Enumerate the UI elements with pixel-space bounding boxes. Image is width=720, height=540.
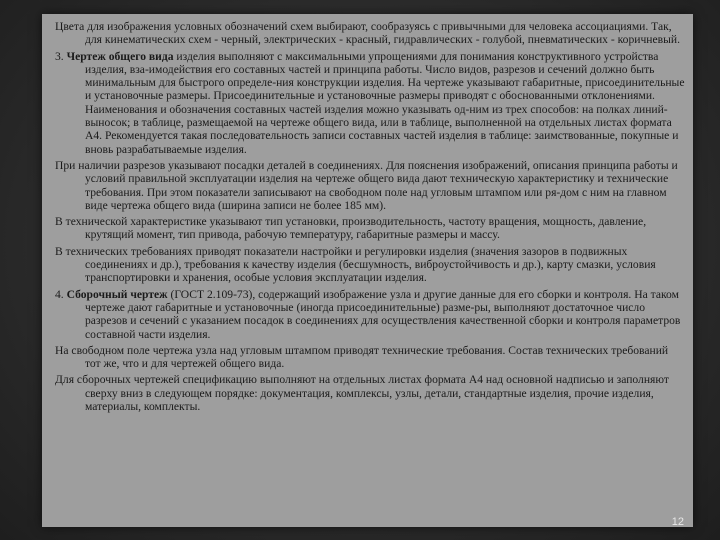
paragraph-sections-fits	[55, 159, 685, 212]
paragraph-text: изделия выполняют с максимальными упрощениями для понимания конструктивного устройства изделия, вза-имодействия его составных частей и принципа работы. Число видов, разрезов и сечений должно быть минимальным для быстрого определе-ния конструкции изделия. На чертеже указывают габаритные, присоединительные и установочные размеры. Присоединительные и установочные размеры приводят с обоснованными отклонениями. Наименования и обозначения составных частей изделия можно указывать од-ним из трех способов: на полках линий-выносок; в таблице, размещаемой на чертеже общего вида, или в таблице, выполненной на отдельных листах формата А4. Рекомендуется такая последовательность записи составных частей изделия в таблице: заимствованные, покупные и вновь разрабатываемые изделия.	[85, 49, 685, 156]
slide-content	[55, 20, 685, 416]
paragraph-assembly-drawing	[55, 288, 685, 341]
paragraph-technical-requirements	[55, 245, 685, 285]
paragraph-term: Сборочный чертеж	[66, 287, 168, 301]
paragraph-text: В технических требованиях приводят показатели настройки и регулировки изделия (значения зазоров в подвижных соединениях и др.), требования к качеству изделия (бесшумность, виброустойчивость и др.), карту смазки, условия транспортировки и хранения, особые условия эксплуатации изделия.	[55, 244, 656, 285]
paragraph-text: На свободном поле чертежа узла над угловым штампом приводят технические требования. Состав технических требований тот же, что и для чертежей общего вида.	[55, 343, 669, 371]
paragraph-text: (ГОСТ 2.109-73), содержащий изображение узла и другие данные для его сборки и контроля. На таком чертеже дают габаритные и установочные (иногда присоединительные) разме-ры, выполняют достаточное число разрезов и сечений с указанием посадок в соединениях для осуществления качественной сборки и контроля параметров составной части изделия.	[85, 287, 681, 341]
paragraph-text: При наличии разрезов указывают посадки деталей в соединениях. Для пояснения изображений, описания принципа работы и условий правильной эксплуатации изделия на чертеже общего вида дают техническую характеристику и технические требования. При этом показатели записывают на свободном поле над угловым штампом или ря-дом с ним на главном виде чертежа общего вида (ширина записи не более 185 мм).	[55, 158, 678, 212]
paragraph-text: Для сборочных чертежей спецификацию выполняют на отдельных листах формата А4 над основной надписью и заполняют сверху вниз в следующем порядке: документация, комплексы, узлы, детали, стандартные изделия, прочие изделия, материалы, комплекты.	[55, 373, 669, 414]
paragraph-color-conventions	[55, 20, 685, 47]
paragraph-text: В технической характеристике указывают тип установки, производительность, частоту вращения, мощность, давление, крутящий момент, тип привода, рабочую температуру, габаритные размеры и массу.	[55, 215, 647, 242]
paragraph-assembly-requirements	[55, 344, 685, 371]
paragraph-technical-characteristic	[55, 215, 685, 242]
paragraph-term: Чертеж общего вида	[66, 49, 174, 63]
page-number: 12	[671, 516, 684, 528]
paragraph-specification	[55, 373, 685, 413]
paragraph-prefix: 4.	[55, 287, 67, 301]
paragraph-text: Цвета для изображения условных обозначений схем выбирают, сообразуясь с привычными для человека ассоциациями. Так, для кинематических схем - черный, электрических - красный, гидравлических - голубой, пневматических - коричневый.	[55, 20, 680, 47]
paragraph-general-view-drawing	[55, 50, 685, 156]
paragraph-prefix: 3.	[55, 49, 67, 63]
